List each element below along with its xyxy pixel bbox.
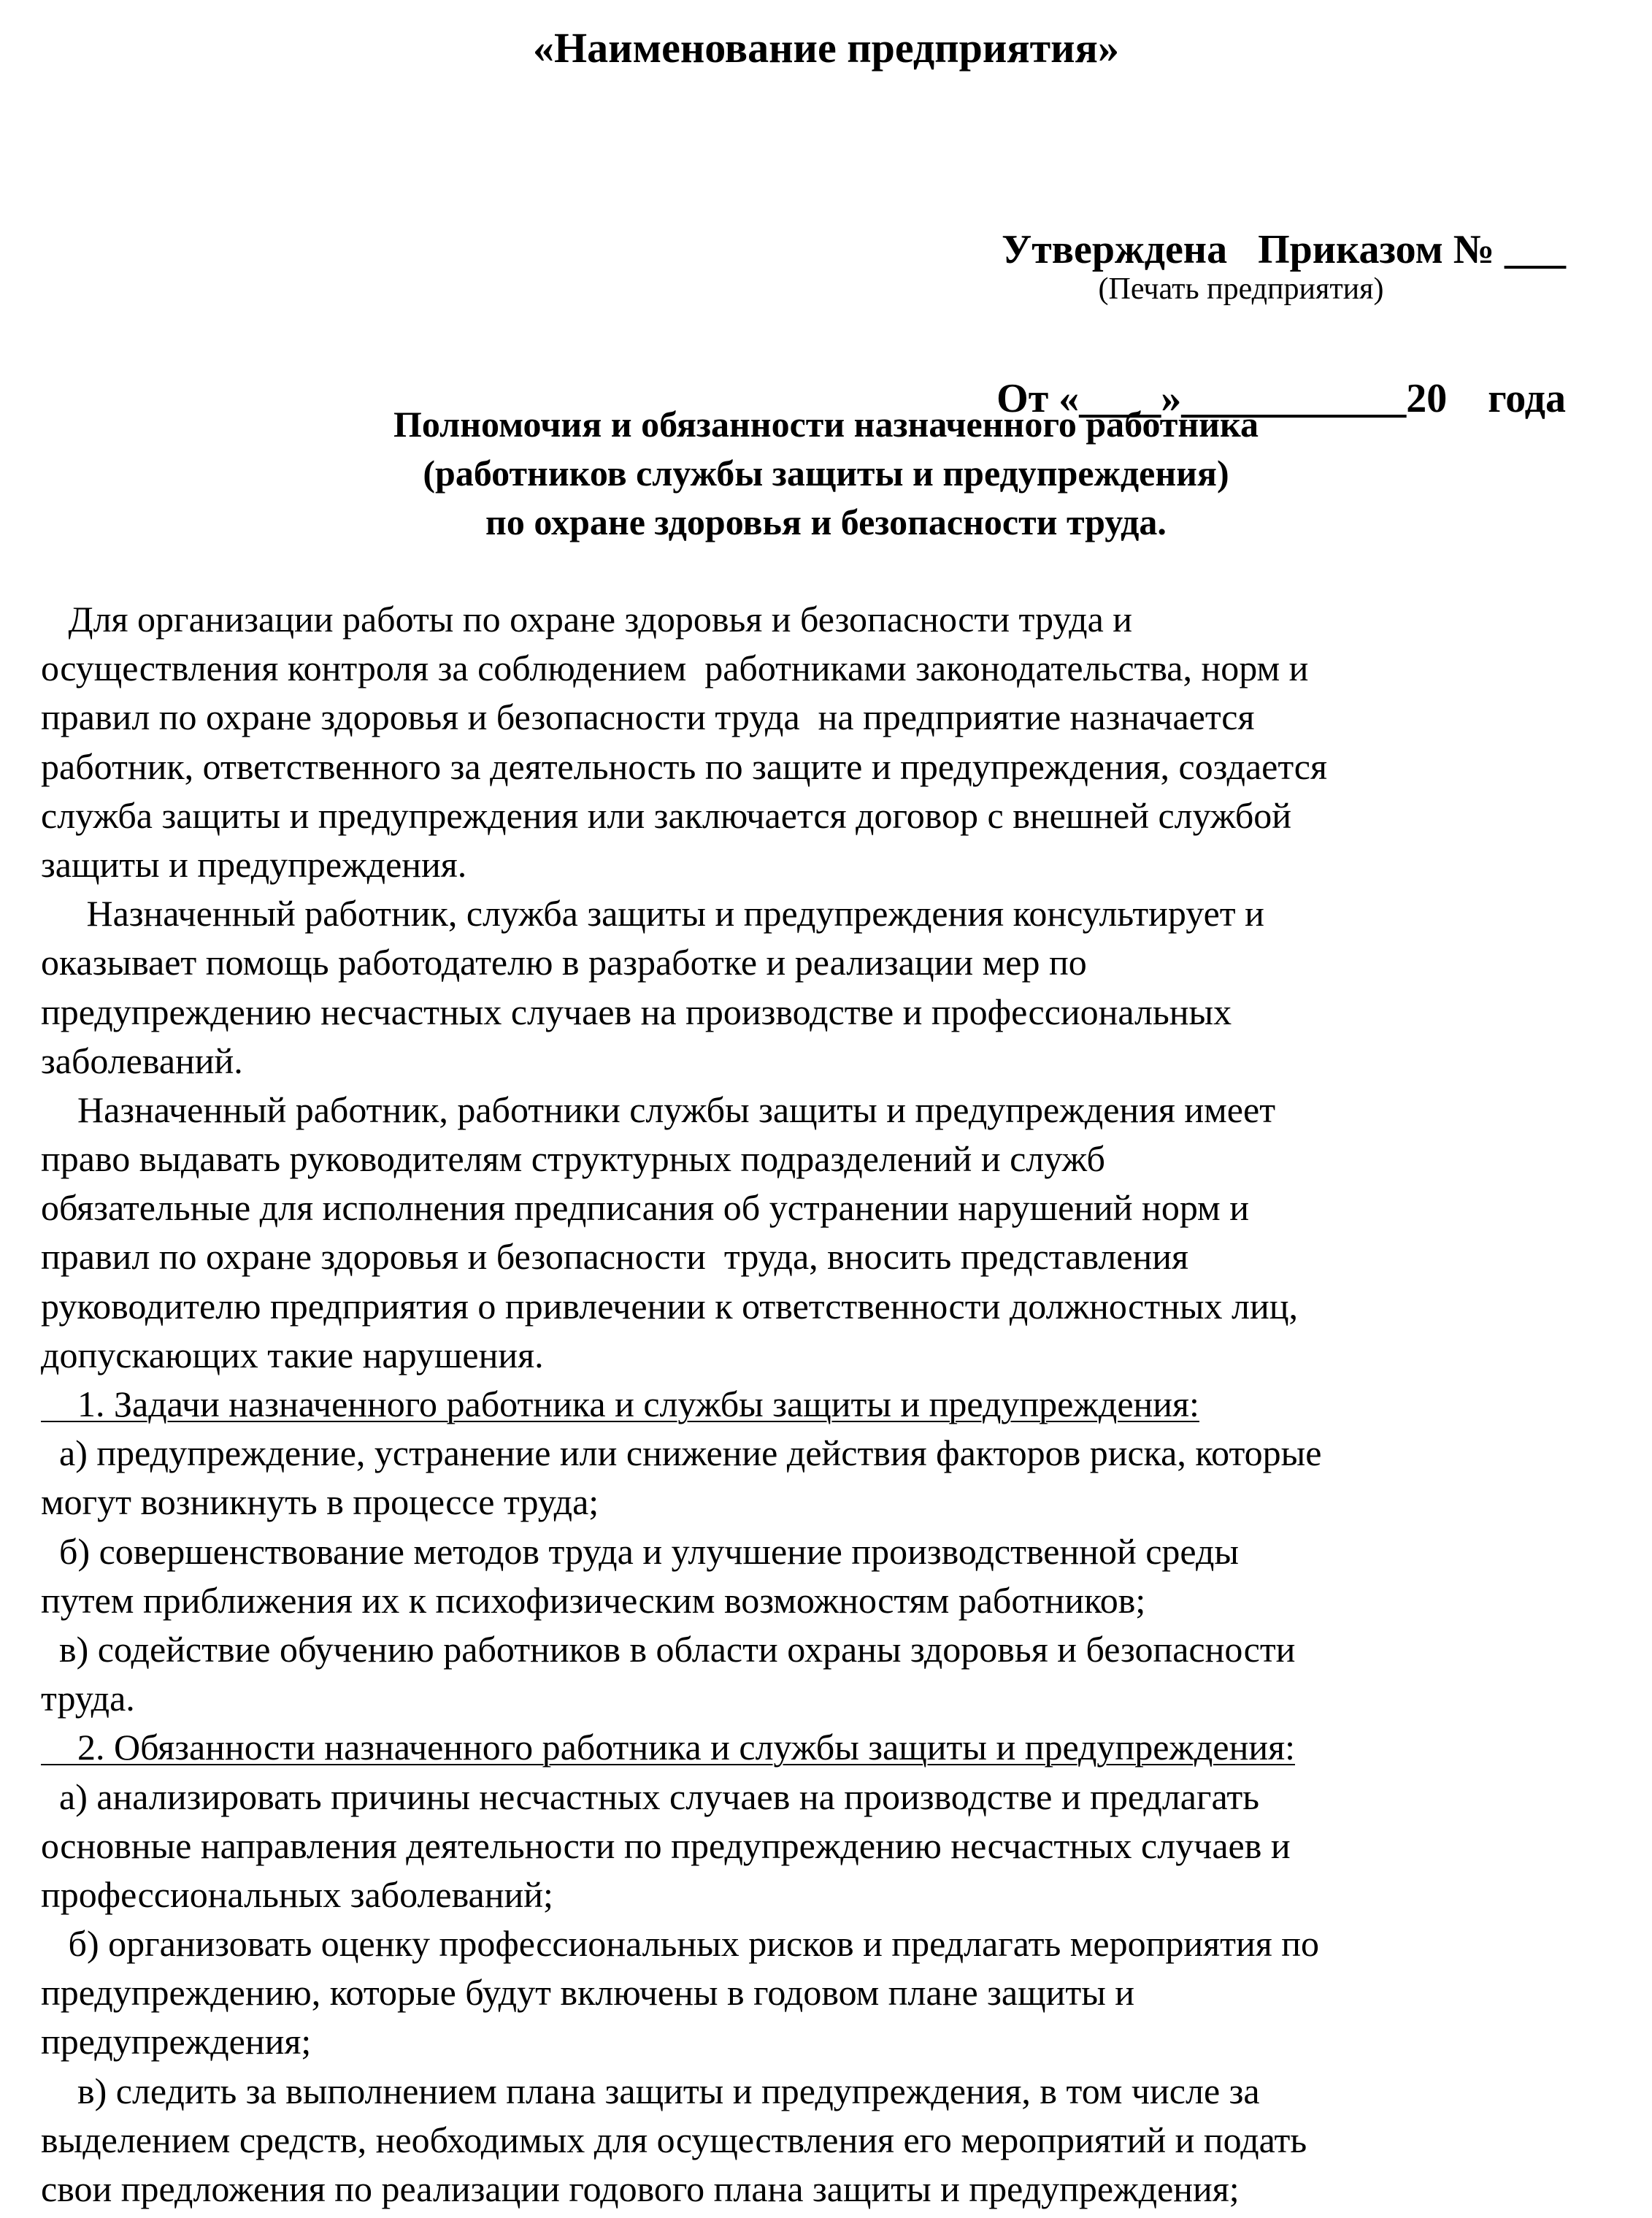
body-line (41, 1822, 1632, 1870)
body-line (41, 1183, 1632, 1232)
document-body (41, 595, 1632, 2214)
body-line (41, 742, 1632, 791)
body-line-text: б) организовать оценку профессиональных рисков и предлагать мероприятия по (41, 1923, 1320, 1965)
body-line-text: оказывает помощь работодателю в разработке и реализации мер по (41, 942, 1087, 983)
body-line-text: осуществления контроля за соблюдением работниками законодательства, норм и (41, 648, 1309, 689)
body-line (41, 1968, 1632, 2017)
body-line (41, 2017, 1632, 2066)
body-line (41, 1870, 1632, 1919)
body-line (41, 1429, 1632, 1478)
body-line-text: предупреждению несчастных случаев на производстве и профессиональных (41, 991, 1232, 1032)
body-line (41, 1331, 1632, 1380)
body-line-text: 1. Задачи назначенного работника и службы защиты и предупреждения: (41, 1384, 1199, 1424)
body-line (41, 595, 1632, 644)
body-line-text: Назначенный работник, служба защиты и предупреждения консультирует и (41, 893, 1264, 935)
body-line (41, 988, 1632, 1037)
document-title (0, 400, 1652, 547)
title-line: Полномочия и обязанности назначенного работника (393, 404, 1259, 445)
body-line-text: свои предложения по реализации годового плана защиты и предупреждения; (41, 2168, 1240, 2209)
body-line (41, 889, 1632, 938)
body-line-text: руководителю предприятия о привлечении к ответственности должностных лиц, (41, 1285, 1298, 1327)
body-line-text: служба защиты и предупреждения или заключается договор с внешней службой (41, 794, 1292, 836)
body-line (41, 1086, 1632, 1135)
approval-date-line: От «____»___________20 года (996, 376, 1566, 421)
body-line (41, 938, 1632, 987)
body-line (41, 1037, 1632, 1086)
body-line (41, 1773, 1632, 1822)
body-line-text: допускающих такие нарушения. (41, 1334, 544, 1375)
body-line-text: заболеваний. (41, 1040, 243, 1081)
body-line (41, 2067, 1632, 2116)
body-line-text: могут возникнуть в процессе труда; (41, 1481, 599, 1523)
title-line: (работников службы защиты и предупреждения) (423, 453, 1229, 494)
title-line: по охране здоровья и безопасности труда. (485, 502, 1167, 542)
body-line-text: в) содействие обучению работников в области охраны здоровья и безопасности (41, 1628, 1296, 1670)
approval-order-line: Утверждена Приказом № ___ (1002, 227, 1566, 272)
body-line-text: Для организации работы по охране здоровья и безопасности труда и (41, 599, 1133, 640)
body-line-text: а) предупреждение, устранение или снижение действия факторов риска, которые (41, 1432, 1322, 1474)
body-line-text: Назначенный работник, работники службы защиты и предупреждения имеет (41, 1089, 1276, 1130)
body-line-text: основные направления деятельности по предупреждению несчастных случаев и (41, 1824, 1291, 1866)
body-line (41, 2165, 1632, 2214)
section-heading-line (41, 1723, 1632, 1772)
body-line-text: предупреждению, которые будут включены в годовом плане защиты и (41, 1972, 1135, 2014)
body-line-text: выделением средств, необходимых для осуществления его мероприятий и подать (41, 2119, 1307, 2160)
body-line (41, 1232, 1632, 1281)
body-line-text: путем приближения их к психофизическим возможностям работников; (41, 1579, 1146, 1621)
body-line (41, 1527, 1632, 1576)
body-line (41, 1625, 1632, 1674)
body-line-text: работник, ответственного за деятельность по защите и предупреждения, создается (41, 745, 1327, 787)
body-line-text: труда. (41, 1678, 135, 1719)
body-line-text: б) совершенствование методов труда и улучшение производственной среды (41, 1530, 1239, 1572)
body-line-text: профессиональных заболеваний; (41, 1873, 553, 1915)
body-line (41, 2116, 1632, 2165)
body-line-text: обязательные для исполнения предписания об устранении нарушений норм и (41, 1187, 1249, 1229)
stamp-note: (Печать предприятия) (1098, 272, 1384, 306)
body-line (41, 1478, 1632, 1527)
body-line-text: а) анализировать причины несчастных случаев на производстве и предлагать (41, 1776, 1260, 1817)
body-line-text: 2. Обязанности назначенного работника и службы защиты и предупреждения: (41, 1727, 1295, 1768)
organization-name: «Наименование предприятия» (533, 24, 1119, 72)
body-line-text: защиты и предупреждения. (41, 843, 467, 885)
body-line (41, 1282, 1632, 1331)
body-line-text: правил по охране здоровья и безопасности труда на предприятие назначается (41, 697, 1255, 738)
body-line (41, 1919, 1632, 1968)
body-line (41, 791, 1632, 840)
body-line (41, 644, 1632, 693)
body-line (41, 840, 1632, 889)
body-line (41, 693, 1632, 742)
body-line (41, 1576, 1632, 1625)
section-heading-line (41, 1380, 1632, 1429)
body-line-text: правил по охране здоровья и безопасности труда, вносить представления (41, 1236, 1189, 1278)
body-line (41, 1135, 1632, 1183)
body-line (41, 1674, 1632, 1723)
body-line-text: право выдавать руководителям структурных подразделений и служб (41, 1138, 1105, 1180)
body-line-text: в) следить за выполнением плана защиты и предупреждения, в том числе за (41, 2070, 1260, 2111)
body-line-text: предупреждения; (41, 2021, 312, 2062)
